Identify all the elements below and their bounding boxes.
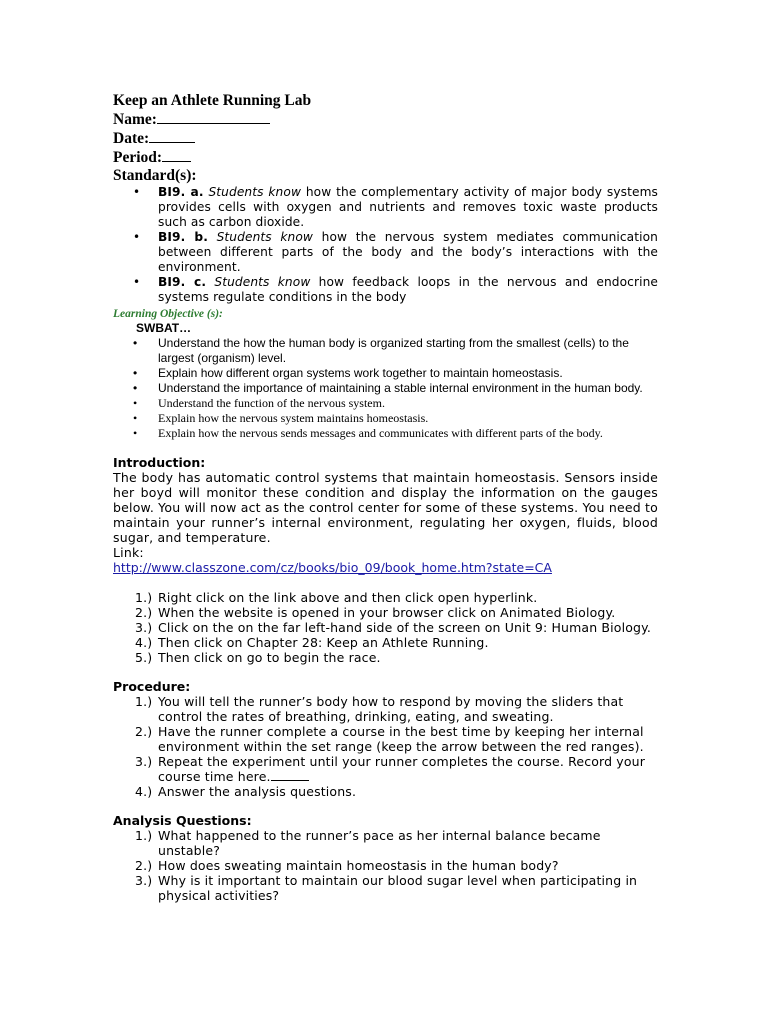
list-item [113,858,658,873]
standards-label: Standard(s): [113,167,197,184]
step-number: 4.) [135,784,153,799]
list-item [113,828,658,858]
list-item [113,784,658,799]
question-number: 2.) [135,858,153,873]
standard-code: BI9. c. [158,275,207,289]
standard-text: how feedback loops in the nervous and endocrine systems regulate conditions in the body [158,275,658,304]
standard-code: BI9. a. [158,185,204,199]
standard-lead: Students know [216,230,313,244]
course-time-blank[interactable] [271,769,309,781]
list-item [113,605,658,620]
swbat-label: SWBAT… [136,321,192,335]
objectives-list [113,336,658,441]
period-label: Period: [113,149,163,166]
step-text: When the website is opened in your browser click on Animated Biology. [158,605,616,620]
link-label: Link: [113,545,144,560]
objective-text: Explain how the nervous sends messages and communicates with different parts of the body. [158,426,603,440]
list-item [113,185,658,230]
list-item [113,366,658,381]
objective-text: Understand the how the human body is organized starting from the smallest (cells) to the largest (organism) level. [158,336,629,365]
objective-text: Explain how different organ systems work together to maintain homeostasis. [158,366,563,380]
bullet-icon: • [133,275,141,289]
document-page [113,92,658,903]
standards-list [113,185,658,305]
bullet-icon: • [133,185,141,199]
analysis-heading: Analysis Questions: [113,813,252,828]
list-item [113,275,658,305]
period-blank[interactable] [162,148,191,162]
objective-text: Understand the function of the nervous system. [158,396,385,410]
date-blank[interactable] [149,129,195,143]
bullet-icon: • [133,366,138,380]
list-item [113,650,658,665]
list-item [113,590,658,605]
list-item [113,620,658,635]
step-number: 3.) [135,754,153,769]
learning-objective-label: Learning Objective (s): [113,308,223,320]
introduction-body: The body has automatic control systems that maintain homeostasis. Sensors inside her boyd will monitor these condition and display the information on the gauges below. You will now act as the control center for some of these systems. You need to maintain your runner’s internal environment, regulating her oxygen, fluids, blood sugar, and temperature. [113,470,658,545]
standard-text: how the complementary activity of major body systems provides cells with oxygen and nutrients and removes toxic waste products such as carbon dioxide. [158,185,658,229]
list-item [113,230,658,275]
step-number: 2.) [135,724,153,739]
period-field[interactable] [113,148,658,167]
list-item [113,396,658,411]
question-text: How does sweating maintain homeostasis in the human body? [158,858,559,873]
bullet-icon: • [133,336,138,350]
bullet-icon: • [133,396,138,410]
date-label: Date: [113,130,150,147]
step-number: 4.) [135,635,153,650]
bullet-icon: • [133,230,141,244]
list-item [113,754,658,784]
list-item [113,724,658,754]
list-item [113,336,658,366]
date-field[interactable] [113,129,658,148]
question-number: 3.) [135,873,153,888]
procedure-list [113,694,658,799]
step-number: 5.) [135,650,153,665]
question-text: What happened to the runner’s pace as her internal balance became unstable? [158,828,601,858]
step-text: Click on the on the far left-hand side of the screen on Unit 9: Human Biology. [158,620,651,635]
step-text: Right click on the link above and then click open hyperlink. [158,590,538,605]
standard-lead: Students know [208,185,302,199]
list-item [113,426,658,441]
page-title: Keep an Athlete Running Lab [113,92,312,109]
step-text: Then click on go to begin the race. [158,650,381,665]
step-number: 1.) [135,694,153,709]
objective-text: Explain how the nervous system maintains homeostasis. [158,411,429,425]
bullet-icon: • [133,411,138,425]
standard-lead: Students know [214,275,311,289]
list-item [113,635,658,650]
step-text: Repeat the experiment until your runner completes the course. Record your course time here. [158,754,645,784]
standard-code: BI9. b. [158,230,208,244]
step-number: 3.) [135,620,153,635]
classzone-link[interactable]: http://www.classzone.com/cz/books/bio_09/book_home.htm?state=CA [113,560,552,575]
link-steps-list [113,590,658,665]
introduction-heading: Introduction: [113,455,206,470]
bullet-icon: • [133,381,138,395]
question-text: Why is it important to maintain our blood sugar level when participating in physical activities? [158,873,638,903]
name-blank[interactable] [157,110,270,124]
objective-text: Understand the importance of maintaining a stable internal environment in the human body. [158,381,643,395]
list-item [113,411,658,426]
question-number: 1.) [135,828,153,843]
list-item [113,381,658,396]
name-label: Name: [113,111,157,128]
bullet-icon: • [133,426,138,440]
step-text: Answer the analysis questions. [158,784,357,799]
step-number: 1.) [135,590,153,605]
name-field[interactable] [113,110,658,129]
list-item [113,873,658,903]
procedure-heading: Procedure: [113,679,191,694]
list-item [113,694,658,724]
standard-text: how the nervous system mediates communication between different parts of the body and the body’s interactions with the environment. [158,230,658,274]
step-text: You will tell the runner’s body how to respond by moving the sliders that control the rates of breathing, drinking, eating, and sweating. [158,694,624,724]
step-text: Then click on Chapter 28: Keep an Athlete Running. [158,635,489,650]
step-text: Have the runner complete a course in the best time by keeping her internal environment within the set range (keep the arrow between the red ranges). [158,724,644,754]
analysis-list [113,828,658,903]
step-number: 2.) [135,605,153,620]
